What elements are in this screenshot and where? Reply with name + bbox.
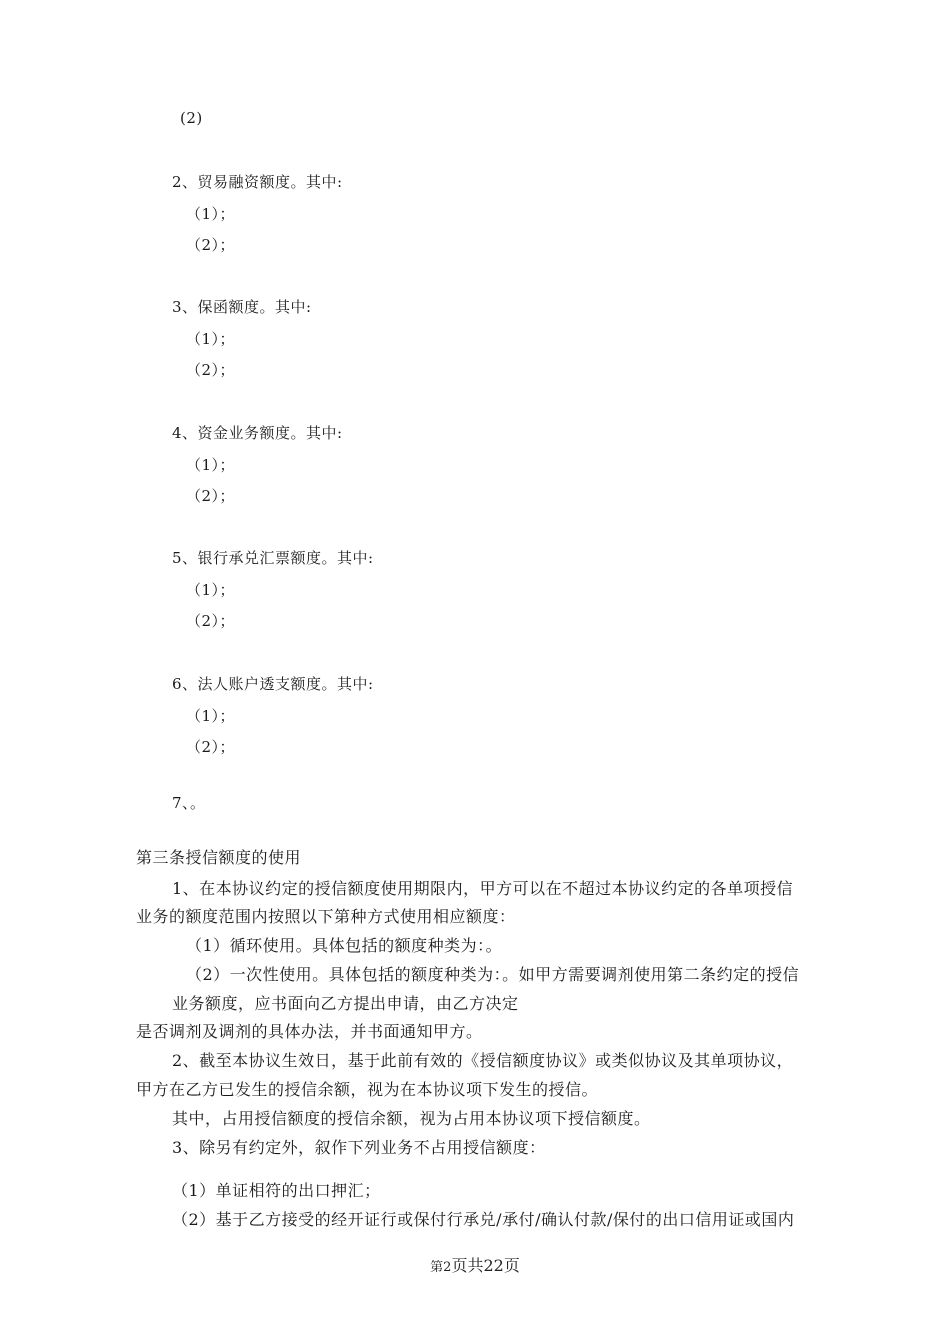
- item-7: 7、。: [172, 794, 206, 812]
- list-item-1-sub2: (2): [180, 109, 203, 127]
- item-3-title: 3、保函额度。其中:: [172, 298, 312, 316]
- clause-2-line-3: 其中，占用授信额度的授信余额，视为占用本协议项下授信额度。: [172, 1109, 651, 1128]
- clause-2-line-2: 甲方在乙方已发生的授信余额，视为在本协议项下发生的授信。: [136, 1080, 599, 1099]
- footer-total-pages: 22: [483, 1256, 504, 1275]
- item-3-sub1: （1）；: [186, 330, 236, 348]
- clause-3-item-2: （2）基于乙方接受的经开证行或保付行承兑/承付/确认付款/保付的出口信用证或国内: [172, 1210, 795, 1229]
- footer-middle: 页共: [451, 1256, 484, 1275]
- item-4-sub2: （2）；: [186, 487, 236, 505]
- page-footer: [0, 1257, 950, 1277]
- clause-1-option-2-line-1: （2）一次性使用。具体包括的额度种类为：。如甲方需要调剂使用第二条约定的授信: [186, 965, 800, 984]
- footer-current-page: 2: [443, 1260, 452, 1275]
- clause-1-option-1: （1）循环使用。具体包括的额度种类为：。: [186, 936, 503, 955]
- item-4-sub1: （1）；: [186, 456, 236, 474]
- item-6-sub2: （2）；: [186, 738, 236, 756]
- section-heading: 第三条授信额度的使用: [136, 848, 302, 867]
- clause-1-option-2-line-3: 是否调剂及调剂的具体办法，并书面通知甲方。: [136, 1022, 483, 1041]
- item-2-sub1: （1）；: [186, 205, 236, 223]
- footer-suffix: 页: [503, 1256, 520, 1275]
- item-5-sub1: （1）；: [186, 581, 236, 599]
- item-6-title: 6、法人账户透支额度。其中:: [172, 675, 374, 693]
- item-2-sub2: （2）；: [186, 236, 236, 254]
- item-2-title: 2、贸易融资额度。其中:: [172, 173, 343, 191]
- item-4-title: 4、资金业务额度。其中:: [172, 424, 343, 442]
- item-6-sub1: （1）；: [186, 707, 236, 725]
- clause-3-item-1: （1）单证相符的出口押汇；: [172, 1181, 381, 1200]
- clause-3-line-1: 3、除另有约定外，叙作下列业务不占用授信额度：: [172, 1138, 546, 1157]
- clause-1-option-2-line-2: 业务额度，应书面向乙方提出申请，由乙方决定: [172, 994, 519, 1013]
- clause-2-line-1: 2、截至本协议生效日，基于此前有效的《授信额度协议》或类似协议及其单项协议，: [172, 1051, 794, 1070]
- item-5-sub2: （2）；: [186, 612, 236, 630]
- clause-1-line-2: 业务的额度范围内按照以下第种方式使用相应额度：: [136, 907, 516, 926]
- item-5-title: 5、银行承兑汇票额度。其中:: [172, 549, 374, 567]
- clause-1-line-1: 1、在本协议约定的授信额度使用期限内，甲方可以在不超过本协议约定的各单项授信: [172, 879, 794, 898]
- item-3-sub2: （2）；: [186, 361, 236, 379]
- footer-prefix: 第: [430, 1260, 444, 1275]
